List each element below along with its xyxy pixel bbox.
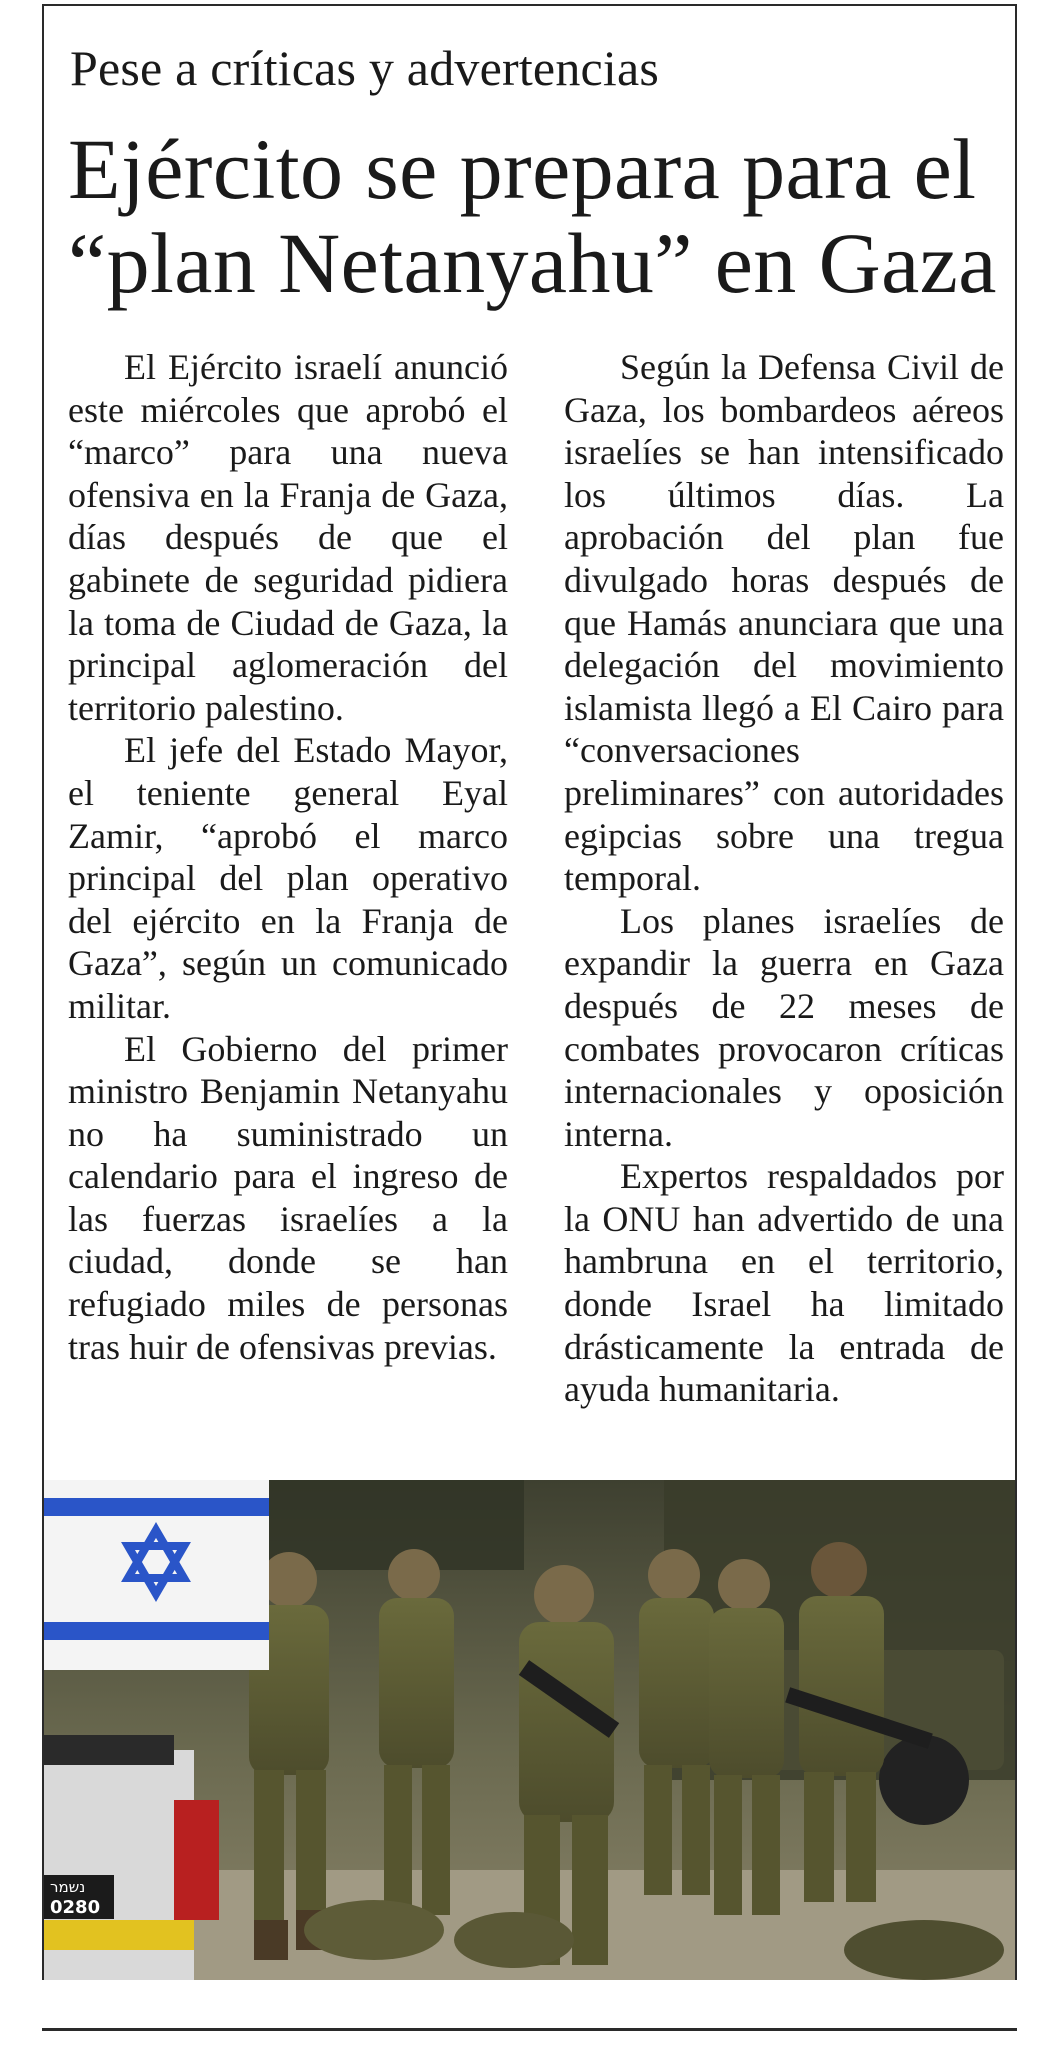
- article-headline: Ejército se prepara para el “plan Netanyahu” en Gaza: [68, 121, 997, 311]
- israeli-flag: [44, 1480, 269, 1670]
- backpack: [454, 1912, 574, 1968]
- bottom-rule: [42, 2028, 1017, 2031]
- article-paragraph: Expertos respaldados por la ONU han advertido de una hambruna en el territorio, donde Israel ha limitado drásticamente la entrada de ayuda humanitaria.: [564, 1156, 1004, 1410]
- article-column-right: [564, 346, 1004, 1411]
- article-paragraph: Los planes israelíes de expandir la guerra en Gaza después de 22 meses de combates provocaron críticas internacionales y oposición interna.: [564, 900, 1004, 1154]
- article-paragraph: Según la Defensa Civil de Gaza, los bombardeos aéreos israelíes se han intensificado los últimos días. La aprobación del plan fue divulgado horas después de que Hamás anunciara que una delegación del movimiento islamista llegó a El Cairo para “conversaciones preliminares” con autoridades egipcias sobre una tregua temporal.: [564, 347, 1004, 899]
- article-photo: [42, 1480, 1017, 1980]
- vehicle-wheel: [879, 1735, 969, 1825]
- pickup-truck: [44, 1735, 219, 1980]
- article-frame: [42, 4, 1017, 1488]
- article-paragraph: El jefe del Estado Mayor, el teniente general Eyal Zamir, “aprobó el marco principal del plan operativo del ejército en la Franja de Gaza”, según un comunicado militar.: [68, 730, 508, 1026]
- article-column-left: [68, 346, 508, 1368]
- vehicle-plate-number: 0280: [50, 1897, 101, 1918]
- article-paragraph: El Gobierno del primer ministro Benjamin Netanyahu no ha suministrado un calendario para el ingreso de las fuerzas israelíes a la ciudad, donde se han refugiado miles de personas tras huir de ofensivas previas.: [68, 1028, 508, 1367]
- backpack: [304, 1900, 444, 1960]
- vehicle-plate-hebrew: נשמר: [50, 1878, 86, 1896]
- backpack: [844, 1920, 1004, 1980]
- soldiers-photo-illustration: [44, 1480, 1017, 1980]
- article-paragraph: El Ejército israelí anunció este miércoles que aprobó el “marco” para una nueva ofensiva en la Franja de Gaza, días después de que el gabinete de seguridad pidiera la toma de Ciudad de Gaza, la principal aglomeración del territorio palestino.: [68, 347, 508, 728]
- article-kicker: Pese a críticas y advertencias: [70, 40, 660, 96]
